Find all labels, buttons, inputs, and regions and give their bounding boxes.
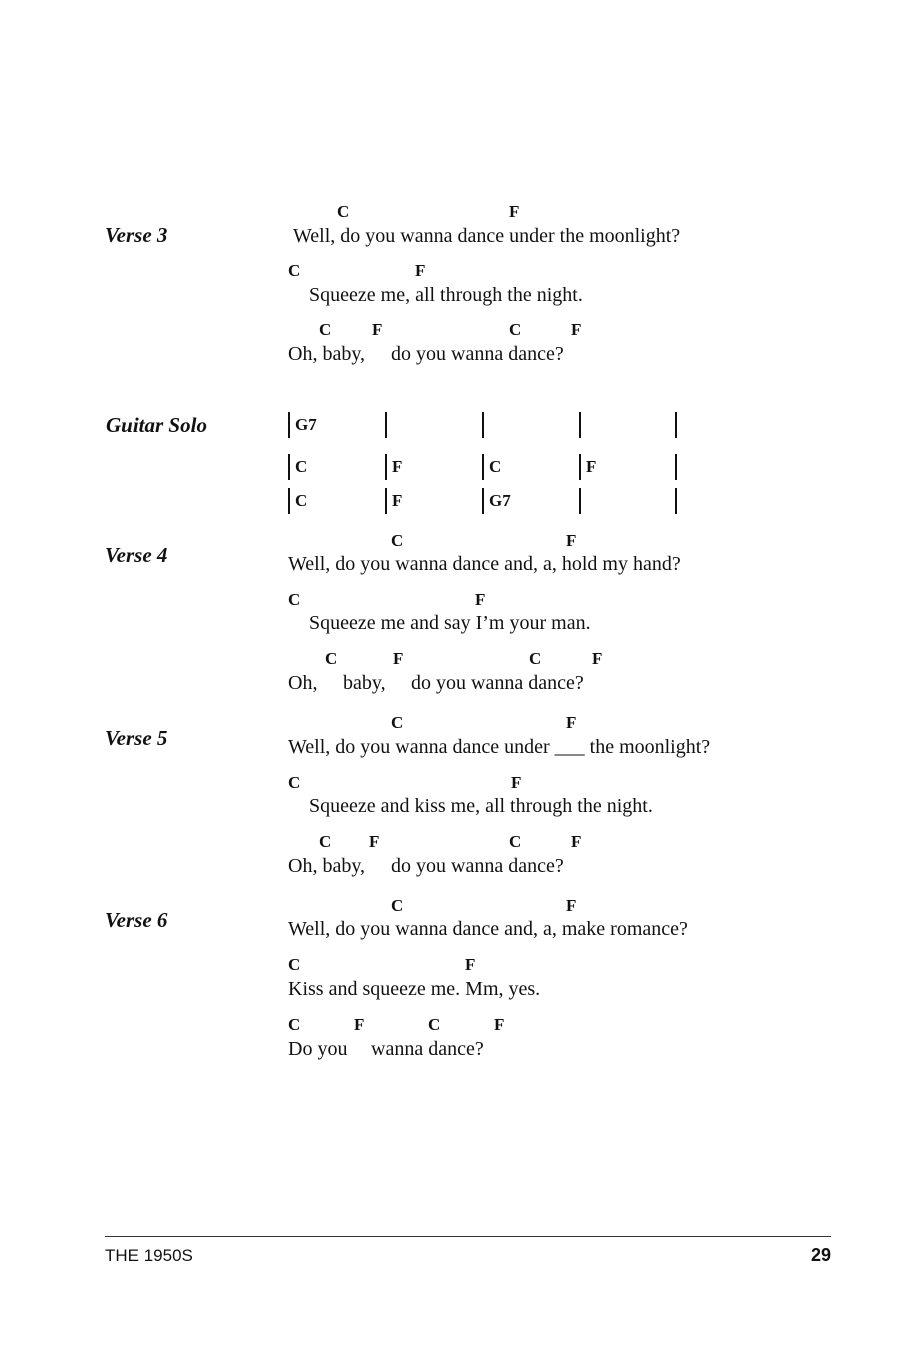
chord: F	[566, 896, 577, 915]
lyric-line: wanna dance?	[371, 1038, 484, 1060]
bar-line	[579, 454, 581, 480]
chord: C	[428, 1015, 441, 1034]
verse-6-label: Verse 6	[105, 908, 168, 932]
bar-line	[482, 454, 484, 480]
verse-4-label: Verse 4	[105, 543, 168, 567]
chord: C	[319, 320, 332, 339]
chord: C	[288, 955, 301, 974]
verse-5-label: Verse 5	[105, 726, 168, 750]
chord: C	[288, 261, 301, 280]
lyric-line: Well, do you wanna dance under ___ the moonlight?	[288, 736, 711, 758]
bar-chord: G7	[489, 491, 511, 510]
chord: C	[509, 320, 522, 339]
chord: C	[529, 649, 542, 668]
chord: F	[571, 320, 582, 339]
bar-line	[579, 488, 581, 514]
bar-chord: G7	[295, 415, 317, 434]
bar-chord: F	[392, 491, 403, 510]
chord: C	[288, 773, 301, 792]
chord: C	[509, 832, 522, 851]
chord: F	[415, 261, 426, 280]
bar-line	[675, 412, 677, 438]
lyric-line: Kiss and squeeze me. Mm, yes.	[288, 978, 541, 1000]
bar-chord: C	[489, 457, 502, 476]
chord: C	[319, 832, 332, 851]
lyric-line: do you wanna dance?	[411, 672, 584, 694]
verse-3-label: Verse 3	[105, 223, 168, 247]
lyric-line: Well, do you wanna dance under the moonlight?	[293, 225, 681, 247]
lyric-line: Squeeze me, all through the night.	[309, 284, 583, 306]
bar-line	[482, 488, 484, 514]
bar-line	[675, 454, 677, 480]
chord: F	[566, 713, 577, 732]
bar-line	[675, 488, 677, 514]
chord: C	[288, 590, 301, 609]
chord: F	[354, 1015, 365, 1034]
bar-line	[385, 412, 387, 438]
footer-divider	[105, 1236, 831, 1237]
page-number: 29	[810, 1245, 831, 1265]
chord: F	[465, 955, 476, 974]
bar-line	[385, 488, 387, 514]
lyric-line: Oh, baby,	[288, 343, 366, 365]
chord: F	[509, 202, 520, 221]
chord: F	[566, 531, 577, 550]
chord: F	[475, 590, 486, 609]
bar-line	[482, 412, 484, 438]
bar-line	[385, 454, 387, 480]
lyric-line: Oh, baby,	[288, 855, 366, 877]
bar-line	[288, 488, 290, 514]
bar-line	[288, 412, 290, 438]
bar-line	[579, 412, 581, 438]
lyric-line: Oh,	[288, 672, 318, 694]
guitar-solo-label: Guitar Solo	[106, 413, 207, 437]
bar-chord: F	[586, 457, 597, 476]
chord: C	[325, 649, 338, 668]
lyric-line: baby,	[343, 672, 386, 694]
chord: F	[571, 832, 582, 851]
lyric-line: Squeeze me and say I’m your man.	[309, 612, 591, 634]
lyric-line: Well, do you wanna dance and, a, hold my hand?	[288, 553, 681, 575]
lyric-line: Well, do you wanna dance and, a, make romance?	[288, 918, 688, 940]
lyric-line: do you wanna dance?	[391, 855, 564, 877]
bar-chord: C	[295, 491, 308, 510]
chord: F	[369, 832, 380, 851]
bar-chord: F	[392, 457, 403, 476]
chord: F	[372, 320, 383, 339]
chord: F	[511, 773, 522, 792]
chord: C	[391, 531, 404, 550]
chord: C	[288, 1015, 301, 1034]
chord: C	[337, 202, 350, 221]
bar-chord: C	[295, 457, 308, 476]
lyric-line: Squeeze and kiss me, all through the night.	[309, 795, 653, 817]
footer-book-title: THE 1950S	[105, 1246, 193, 1265]
lyric-line: do you wanna dance?	[391, 343, 564, 365]
chord: F	[393, 649, 404, 668]
bar-line	[288, 454, 290, 480]
chord: C	[391, 896, 404, 915]
chord: C	[391, 713, 404, 732]
chord: F	[592, 649, 603, 668]
lyric-line: Do you	[288, 1038, 348, 1060]
chord: F	[494, 1015, 505, 1034]
